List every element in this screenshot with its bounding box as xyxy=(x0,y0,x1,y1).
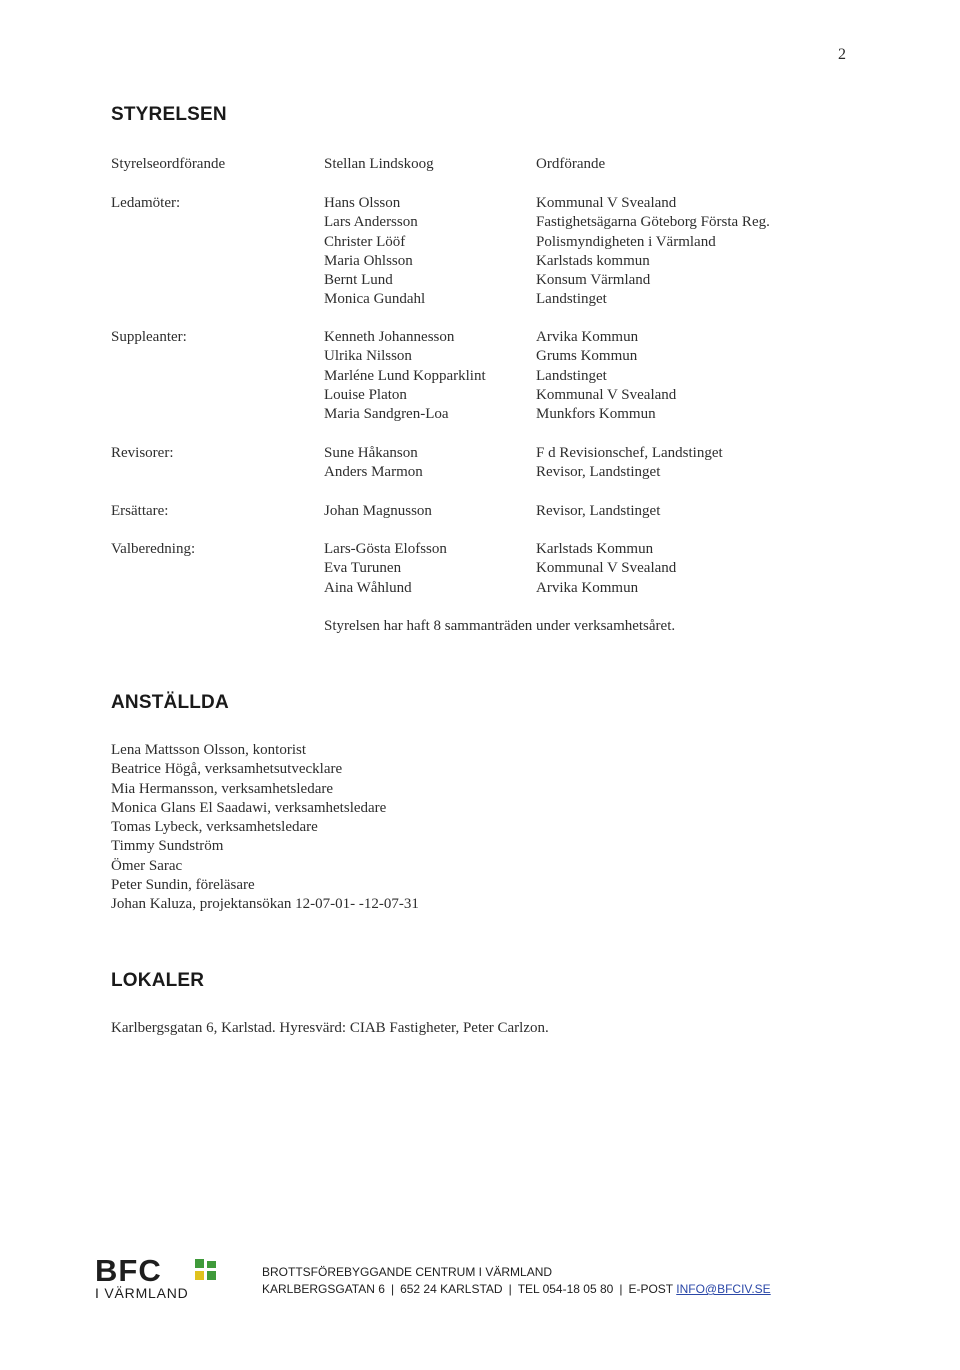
logo-subtext: I VÄRMLAND xyxy=(95,1285,189,1301)
staff-member: Lena Mattsson Olsson, kontorist xyxy=(111,742,306,758)
footer-separator: | xyxy=(390,1282,395,1296)
staff-member: Timmy Sundström xyxy=(111,838,224,855)
member-affiliation: Kommunal V Svealand xyxy=(536,195,677,211)
role-label: Styrelseordförande xyxy=(111,156,226,172)
member-name: Lars Andersson xyxy=(324,214,418,231)
logo-wordmark: BFC xyxy=(95,1253,162,1288)
staff-member: Ömer Sarac xyxy=(111,857,183,874)
role-label: Suppleanter: xyxy=(111,329,187,345)
staff-heading: ANSTÄLLDA xyxy=(111,692,229,713)
member-name: Anders Marmon xyxy=(324,464,423,481)
member-affiliation: Kommunal V Svealand xyxy=(536,560,677,577)
member-affiliation: Arvika Kommun xyxy=(536,579,639,596)
member-name: Johan Magnusson xyxy=(324,503,432,519)
board-heading: STYRELSEN xyxy=(111,104,227,125)
meeting-count-note: Styrelsen har haft 8 sammanträden under verksamhetsåret. xyxy=(324,618,676,634)
member-name: Stellan Lindskoog xyxy=(324,156,434,172)
footer-address: KARLBERGSGATAN 6 xyxy=(262,1282,385,1296)
footer-separator: | xyxy=(619,1282,623,1296)
role-label: Ersättare: xyxy=(111,503,169,519)
role-label: Revisorer: xyxy=(111,445,174,461)
member-affiliation: Konsum Värmland xyxy=(536,272,651,289)
member-name: Louise Platon xyxy=(324,386,407,403)
staff-member: Tomas Lybeck, verksamhetsledare xyxy=(111,819,318,836)
member-name: Christer Lööf xyxy=(324,233,406,250)
member-name: Maria Sandgren-Loa xyxy=(324,406,449,423)
member-affiliation: Fastighetsägarna Göteborg Första Reg. xyxy=(536,214,770,231)
premises-heading: LOKALER xyxy=(111,970,205,991)
member-name: Monica Gundahl xyxy=(324,291,426,308)
member-affiliation: Revisor, Landstinget xyxy=(536,503,661,519)
member-affiliation: Landstinget xyxy=(536,291,607,308)
footer-email-link[interactable]: INFO@BFCIV.SE xyxy=(676,1282,771,1296)
page-number: 2 xyxy=(838,46,846,63)
member-affiliation: F d Revisionschef, Landstinget xyxy=(536,445,723,461)
footer-contact-line xyxy=(262,1281,771,1298)
member-name: Kenneth Johannesson xyxy=(324,329,455,345)
member-affiliation: Arvika Kommun xyxy=(536,329,639,345)
bfc-logo xyxy=(95,1253,225,1308)
member-affiliation: Karlstads Kommun xyxy=(536,541,654,557)
member-affiliation: Munkfors Kommun xyxy=(536,406,656,423)
premises-description: Karlbergsgatan 6, Karlstad. Hyresvärd: CIAB Fastigheter, Peter Carlzon. xyxy=(111,1020,549,1036)
role-label: Ledamöter: xyxy=(111,195,181,211)
member-name: Marléne Lund Kopparklint xyxy=(324,367,486,384)
footer-phone: TEL 054-18 05 80 xyxy=(517,1282,614,1296)
logo-squares-icon xyxy=(195,1259,217,1281)
staff-member: Mia Hermansson, verksamhetsledare xyxy=(111,780,334,797)
member-affiliation: Karlstads kommun xyxy=(536,252,650,269)
member-affiliation: Polismyndigheten i Värmland xyxy=(536,233,716,250)
member-name: Hans Olsson xyxy=(324,195,401,211)
staff-member: Monica Glans El Saadawi, verksamhetsledare xyxy=(111,799,387,816)
member-name: Sune Håkanson xyxy=(324,445,418,461)
role-label: Valberedning: xyxy=(111,541,196,557)
member-name: Maria Ohlsson xyxy=(324,252,413,269)
member-affiliation: Revisor, Landstinget xyxy=(536,464,661,481)
footer-postal: 652 24 KARLSTAD xyxy=(400,1282,503,1296)
member-affiliation: Grums Kommun xyxy=(536,348,638,365)
staff-member: Johan Kaluza, projektansökan 12-07-01- -12-07-31 xyxy=(111,896,419,913)
member-name: Eva Turunen xyxy=(324,560,402,577)
staff-member: Beatrice Högå, verksamhetsutvecklare xyxy=(111,761,343,778)
footer-org-name: BROTTSFÖREBYGGANDE CENTRUM I VÄRMLAND xyxy=(262,1265,553,1279)
member-name: Aina Wåhlund xyxy=(324,579,412,596)
member-affiliation: Ordförande xyxy=(536,156,606,172)
footer-email-label: E-POST xyxy=(628,1282,673,1296)
footer-contact xyxy=(262,1264,771,1298)
staff-list xyxy=(111,741,419,915)
member-affiliation: Landstinget xyxy=(536,367,607,384)
footer-separator: | xyxy=(508,1282,512,1296)
member-affiliation: Kommunal V Svealand xyxy=(536,386,677,403)
staff-member: Peter Sundin, föreläsare xyxy=(111,877,255,894)
member-name: Lars-Gösta Elofsson xyxy=(324,541,447,557)
page-footer xyxy=(95,1253,895,1313)
member-name: Ulrika Nilsson xyxy=(324,348,412,365)
member-name: Bernt Lund xyxy=(324,272,393,289)
